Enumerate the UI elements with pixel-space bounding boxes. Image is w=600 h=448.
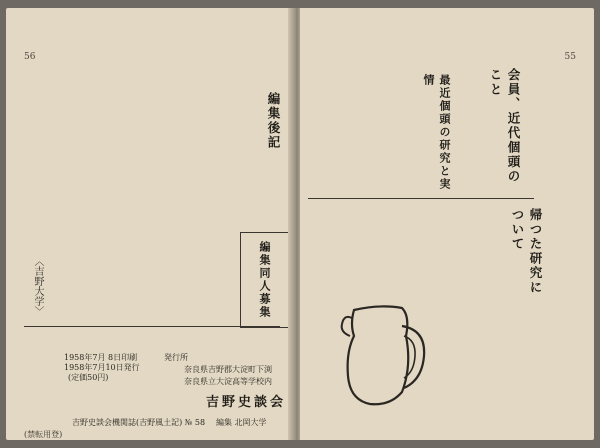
colophon-published-date: 1958年7月10日発行 (64, 363, 140, 372)
left-page (6, 8, 292, 440)
colophon-top-rule (24, 326, 280, 327)
page-number-left: 56 (24, 52, 36, 62)
colophon-printed-date: 1958年7月 8日印刷 (64, 353, 138, 362)
colophon-journal-line: 吉野史談会機関誌(吉野風土記) № 58 (72, 418, 206, 427)
colophon-address-2: 奈良県立大淀高等学校内 (184, 377, 272, 386)
members-wanted-box (240, 232, 292, 328)
colophon-editor-line: 編集 北岡大学 (216, 418, 267, 427)
section-b-title: 最近個頭の研究と実情 (422, 74, 451, 191)
right-page (300, 8, 594, 440)
colophon-org-name: 吉野史談会 (206, 395, 287, 410)
section-a-title: 会員、近代個頭のこと (488, 68, 521, 184)
footer-note: (禁転用登) (24, 430, 63, 439)
colophon-address-1: 奈良県吉野郡大淀町下渕 (184, 365, 272, 374)
pitcher-illustration (330, 296, 430, 416)
page-number-right: 55 (564, 52, 576, 62)
colophon-price: (定価50円) (68, 373, 109, 382)
closing-tag: 〈吉野大学〉 (32, 256, 43, 316)
members-wanted-title: 編集同人募集 (258, 241, 271, 319)
colophon-publisher-label: 発行所 (164, 353, 188, 362)
section-c-title: 帰つた研究について (510, 208, 543, 295)
section-divider (308, 198, 534, 199)
editor-note-title: 編集後記 (266, 92, 281, 150)
